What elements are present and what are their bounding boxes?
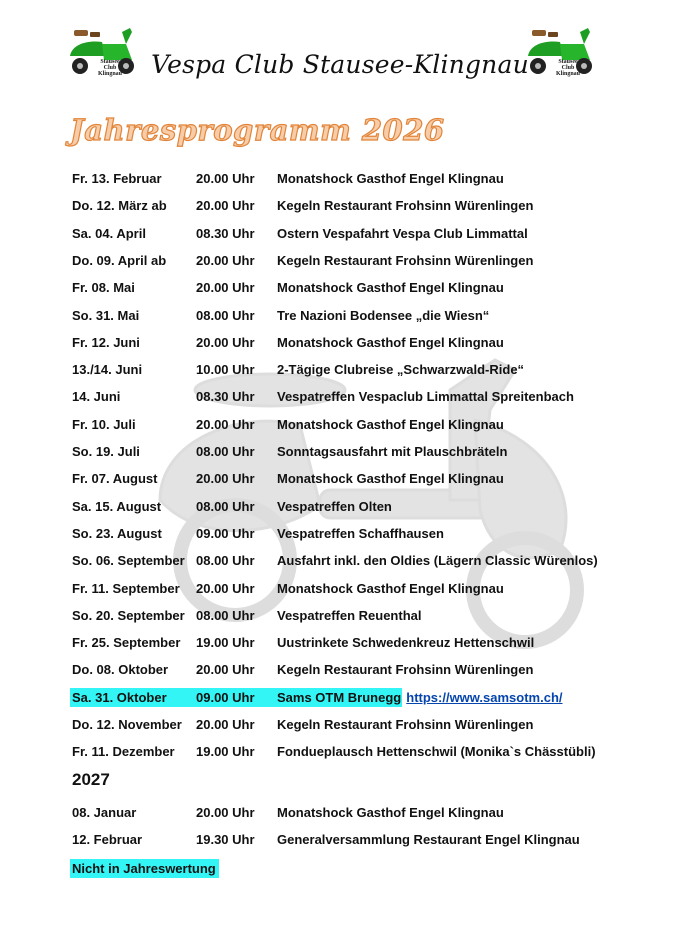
- logo-text-line: Klingnau: [555, 71, 580, 77]
- event-description: Monatshock Gasthof Engel Klingnau: [277, 280, 504, 296]
- event-description: Fondueplausch Hettenschwil (Monika`s Chässtübli): [277, 744, 596, 760]
- logo-text-line: Club: [103, 65, 117, 71]
- event-date: Fr. 12. Juni: [72, 334, 140, 350]
- event-description-wrapper: [277, 606, 422, 625]
- event-date: Fr. 11. Dezember: [72, 744, 175, 760]
- event-description-wrapper: [277, 169, 504, 188]
- event-time: 08.00 Uhr: [196, 498, 255, 514]
- event-date: Do. 12. November: [72, 717, 182, 732]
- event-description-wrapper: [277, 442, 507, 461]
- event-date: Sa. 31. Oktober: [72, 689, 167, 705]
- event-description: Monatshock Gasthof Engel Klingnau: [277, 171, 504, 186]
- event-time: 08.00 Uhr: [196, 444, 255, 459]
- event-description: Kegeln Restaurant Frohsinn Würenlingen: [277, 662, 534, 678]
- event-date: Fr. 10. Juli: [72, 416, 136, 432]
- event-time: 20.00 Uhr: [196, 662, 255, 678]
- event-description-wrapper: [277, 360, 524, 379]
- event-description-wrapper: [277, 497, 392, 516]
- event-description-wrapper: [277, 306, 489, 325]
- event-row: [70, 688, 563, 707]
- event-description-wrapper: [277, 387, 574, 406]
- program-title: Jahresprogramm 2026: [70, 113, 445, 147]
- event-time: 08.30 Uhr: [196, 225, 255, 241]
- event-description: Kegeln Restaurant Frohsinn Würenlingen: [277, 252, 534, 268]
- event-date: So. 23. August: [72, 525, 162, 541]
- logo-text-line: Klingnau: [97, 71, 122, 77]
- event-description: Sonntagsausfahrt mit Plauschbräteln: [277, 444, 508, 459]
- event-description-wrapper: [277, 415, 504, 434]
- event-time: 20.00 Uhr: [196, 805, 255, 820]
- event-description: Vespatreffen Reuenthal: [277, 607, 422, 623]
- event-time: 19.00 Uhr: [196, 635, 255, 651]
- event-description-wrapper: [277, 251, 533, 270]
- event-description: Ausfahrt inkl. den Oldies (Lägern Classic Würenlos): [277, 553, 598, 569]
- event-time: 08.00 Uhr: [196, 607, 255, 623]
- event-description: Monatshock Gasthof Engel Klingnau: [277, 805, 504, 820]
- event-description: Vespatreffen Olten: [277, 498, 392, 514]
- event-description: Generalversammlung Restaurant Engel Klingnau: [277, 832, 580, 848]
- event-description-wrapper: [277, 333, 504, 352]
- logo-text-line: Stausee: [100, 59, 120, 65]
- event-time: 20.00 Uhr: [196, 717, 255, 732]
- event-description: Sams OTM Brunegg: [277, 689, 402, 705]
- event-description-wrapper: [277, 715, 533, 734]
- event-description: Kegeln Restaurant Frohsinn Würenlingen: [277, 717, 534, 732]
- event-time: 20.00 Uhr: [196, 471, 255, 487]
- event-description: 2-Tägige Clubreise „Schwarzwald-Ride“: [277, 362, 525, 378]
- event-time: 19.30 Uhr: [196, 832, 255, 848]
- event-date: Do. 08. Oktober: [72, 662, 169, 678]
- event-description: Vespatreffen Schaffhausen: [277, 525, 444, 541]
- event-date: Sa. 15. August: [72, 498, 162, 514]
- event-date: So. 19. Juli: [72, 444, 140, 459]
- event-time: 20.00 Uhr: [196, 580, 255, 596]
- event-date: 12. Februar: [72, 832, 143, 848]
- event-time: 19.00 Uhr: [196, 744, 255, 760]
- event-description: Kegeln Restaurant Frohsinn Würenlingen: [277, 198, 534, 214]
- event-description-wrapper: [277, 551, 598, 570]
- event-description: Vespatreffen Vespaclub Limmattal Spreitenbach: [277, 389, 574, 405]
- event-time: 20.00 Uhr: [196, 334, 255, 350]
- event-link[interactable]: https://www.samsotm.ch/: [406, 689, 563, 705]
- event-date: So. 06. September: [72, 553, 185, 569]
- event-description-wrapper: [277, 196, 533, 215]
- event-description-wrapper: [277, 633, 534, 652]
- event-time: 10.00 Uhr: [196, 362, 255, 378]
- event-time: 08.00 Uhr: [196, 307, 255, 323]
- event-time: 20.00 Uhr: [196, 416, 255, 432]
- event-date: 14. Juni: [72, 389, 121, 405]
- event-description-wrapper: [277, 469, 504, 488]
- event-description-wrapper: [277, 660, 533, 679]
- event-date: Sa. 04. April: [72, 225, 146, 241]
- event-date: Fr. 25. September: [72, 635, 181, 651]
- event-time: 20.00 Uhr: [196, 280, 255, 296]
- event-date: Do. 09. April ab: [72, 252, 167, 268]
- event-description: Monatshock Gasthof Engel Klingnau: [277, 471, 504, 487]
- event-description-wrapper: [277, 688, 563, 707]
- logo-text-line: Stausee: [558, 59, 578, 65]
- event-time: 20.00 Uhr: [196, 252, 255, 268]
- event-time: 20.00 Uhr: [196, 171, 255, 186]
- event-date: Fr. 11. September: [72, 580, 180, 596]
- event-description-wrapper: [277, 803, 504, 822]
- event-description: Tre Nazioni Bodensee „die Wiesn“: [277, 307, 490, 323]
- club-name-title: Vespa Club Stausee-Klingnau: [151, 50, 529, 79]
- event-date: Fr. 13. Februar: [72, 171, 162, 186]
- event-description-wrapper: [277, 579, 504, 598]
- event-description: Ostern Vespafahrt Vespa Club Limmattal: [277, 225, 528, 241]
- event-description: Monatshock Gasthof Engel Klingnau: [277, 580, 504, 596]
- event-time: 08.00 Uhr: [196, 553, 255, 569]
- legend-not-counted: Nicht in Jahreswertung: [70, 859, 219, 878]
- event-description: Monatshock Gasthof Engel Klingnau: [277, 334, 504, 350]
- event-description: Monatshock Gasthof Engel Klingnau: [277, 416, 504, 432]
- event-date: 08. Januar: [72, 805, 137, 820]
- event-date: So. 31. Mai: [72, 307, 140, 323]
- year-heading-2027: 2027: [72, 770, 110, 789]
- event-description-wrapper: [277, 830, 580, 849]
- event-description-wrapper: [277, 524, 444, 543]
- event-time: 09.00 Uhr: [196, 689, 255, 705]
- event-date: Do. 12. März ab: [72, 198, 167, 214]
- event-date: 13./14. Juni: [72, 362, 143, 378]
- event-description-wrapper: [277, 224, 528, 243]
- event-description-wrapper: [277, 742, 596, 761]
- event-description-wrapper: [277, 278, 504, 297]
- event-time: 08.30 Uhr: [196, 389, 255, 405]
- event-description: Uustrinkete Schwedenkreuz Hettenschwil: [277, 635, 535, 651]
- event-time: 09.00 Uhr: [196, 525, 255, 541]
- event-date: Fr. 08. Mai: [72, 280, 135, 296]
- event-date: So. 20. September: [72, 607, 185, 623]
- event-date: Fr. 07. August: [72, 471, 158, 487]
- event-time: 20.00 Uhr: [196, 198, 255, 214]
- logo-text-line: Club: [561, 65, 575, 71]
